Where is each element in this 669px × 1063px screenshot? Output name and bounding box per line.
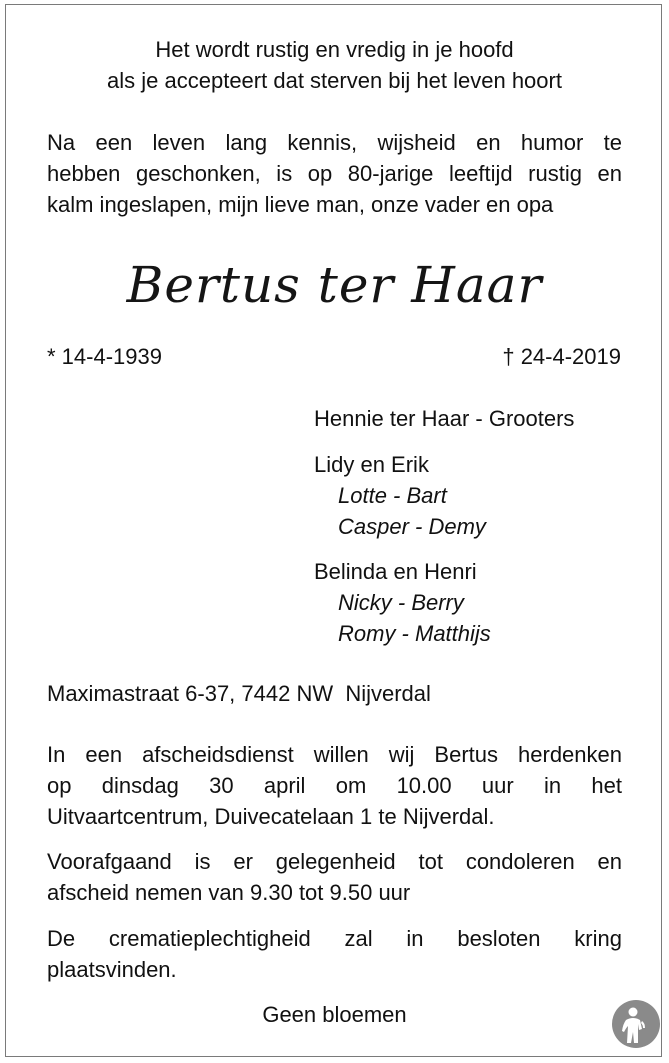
intro-line-1: Na een leven lang kennis, wijsheid en humor te	[47, 130, 622, 155]
condolence-line-1: Voorafgaand is er gelegenheid tot condoleren en	[47, 849, 622, 874]
grandchild-line: Lotte - Bart	[338, 483, 447, 508]
service-line-3: Uitvaartcentrum, Duivecatelaan 1 te Nijverdal.	[47, 804, 495, 829]
service-line-1: In een afscheidsdienst willen wij Bertus herdenken	[47, 742, 622, 767]
child-1-names: Lidy en Erik	[314, 452, 429, 477]
death-date: † 24-4-2019	[502, 344, 621, 369]
condolence-text	[47, 846, 622, 908]
grandchild-line: Romy - Matthijs	[338, 621, 491, 646]
intro-line-3: kalm ingeslapen, mijn lieve man, onze vader en opa	[47, 192, 554, 217]
child-2-names: Belinda en Henri	[314, 559, 477, 584]
mourning-figure-logo-icon	[611, 999, 661, 1049]
cremation-line-2: plaatsvinden.	[47, 957, 177, 982]
poem-line-1: Het wordt rustig en vredig in je hoofd	[155, 37, 514, 62]
address: Maximastraat 6-37, 7442 NW Nijverdal	[47, 681, 431, 706]
intro-text	[47, 127, 622, 220]
grandchild-line: Casper - Demy	[338, 514, 486, 539]
footer-note: Geen bloemen	[262, 1002, 407, 1027]
condolence-line-2: afscheid nemen van 9.30 tot 9.50 uur	[47, 880, 411, 905]
birth-date: * 14-4-1939	[47, 344, 162, 369]
service-text	[47, 739, 622, 832]
service-line-2: op dinsdag 30 april om 10.00 uur in het	[47, 773, 622, 798]
cremation-text	[47, 923, 622, 985]
deceased-name: Bertus ter Haar	[126, 256, 543, 314]
poem-line-2: als je accepteert dat sterven bij het leven hoort	[107, 68, 562, 93]
spouse-name: Hennie ter Haar - Grooters	[314, 406, 575, 431]
grandchild-line: Nicky - Berry	[338, 590, 464, 615]
cremation-line-1: De crematieplechtigheid zal in besloten kring	[47, 926, 622, 951]
intro-line-2: hebben geschonken, is op 80-jarige leeftijd rustig en	[47, 161, 622, 186]
